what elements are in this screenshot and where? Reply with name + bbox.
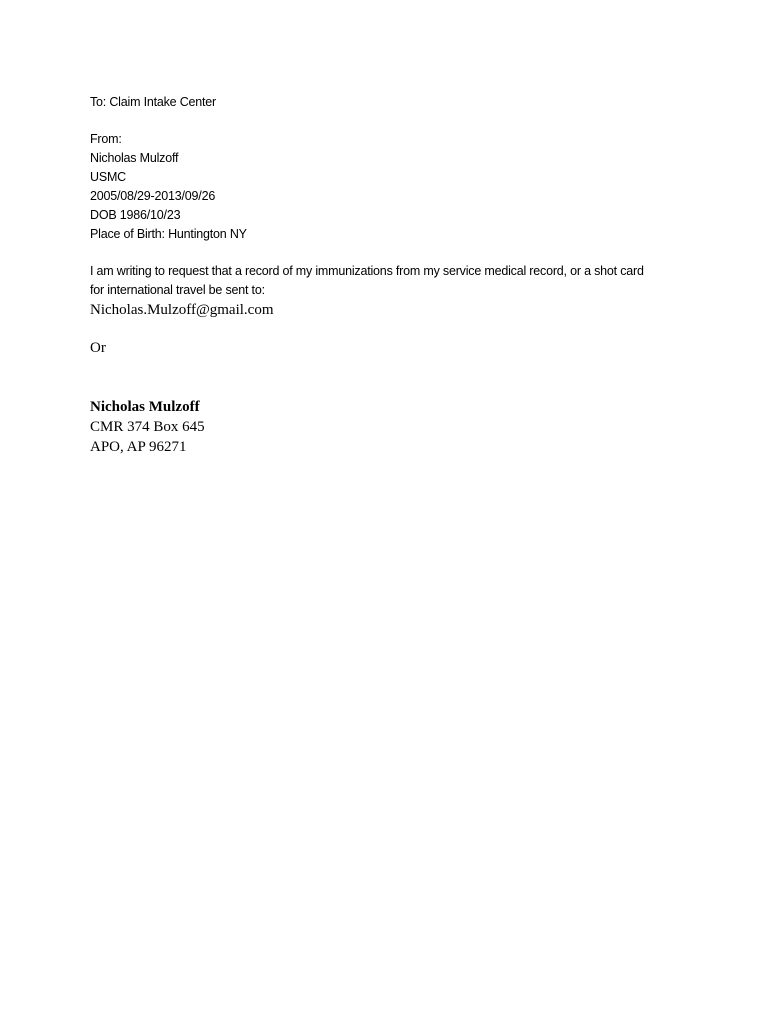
address-name: Nicholas Mulzoff	[90, 399, 200, 415]
to-line: To: Claim Intake Center	[90, 95, 217, 109]
or-text: Or	[90, 340, 106, 356]
date-of-birth: DOB 1986/10/23	[90, 208, 181, 222]
email-address: Nicholas.Mulzoff@gmail.com	[90, 302, 274, 318]
sender-name: Nicholas Mulzoff	[90, 151, 179, 165]
address-line-2: APO, AP 96271	[90, 439, 187, 455]
service-dates: 2005/08/29-2013/09/26	[90, 189, 216, 203]
from-label: From:	[90, 132, 122, 146]
request-paragraph: I am writing to request that a record of my immunizations from my service medical record, or a shot card for international travel be sent to:	[90, 264, 644, 297]
place-of-birth: Place of Birth: Huntington NY	[90, 227, 247, 241]
service-branch: USMC	[90, 170, 127, 184]
address-line-1: CMR 374 Box 645	[90, 419, 205, 435]
letter-body	[90, 93, 670, 457]
